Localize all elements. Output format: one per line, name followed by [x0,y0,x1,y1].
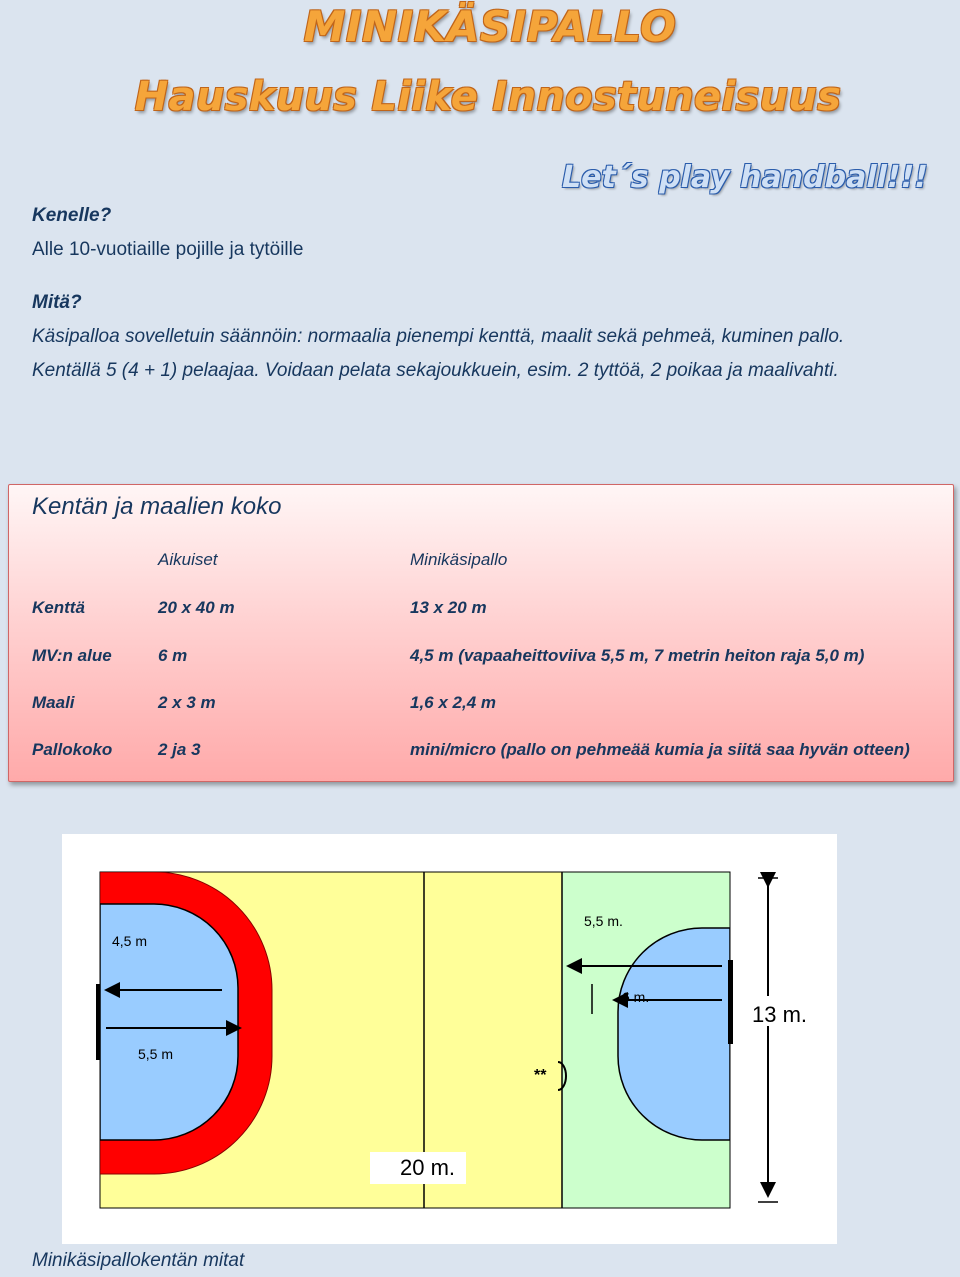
what-text-line-2: Kentällä 5 (4 + 1) pelaajaa. Voidaan pelata sekajoukkuein, esim. 2 tyttöä, 2 poikaa ja maalivahti. [32,360,839,381]
row-label-goal-area: MV:n alue [32,646,112,665]
what-heading: Mitä? [32,292,82,313]
who-text: Alle 10-vuotiaille pojille ja tytöille [32,239,304,260]
row-label-goal: Maali [32,693,75,712]
goal-area-mini: 4,5 m (vapaaheittoviiva 5,5 m, 7 metrin heiton raja 5,0 m) [410,646,865,665]
row-label-field: Kenttä [32,598,85,617]
field-adults: 20 x 40 m [158,598,235,617]
goal-adults: 2 x 3 m [158,693,216,712]
slogan: Let´s play handball!!! [562,160,928,195]
what-text-line-1: Käsipalloa sovelletuin säännöin: normaalia pienempi kenttä, maalit sekä pehmeä, kuminen pallo. [32,326,845,347]
row-label-ball-size: Pallokoko [32,740,113,759]
court-diagram [62,834,837,1244]
left-goal [96,984,100,1060]
field-mini: 13 x 20 m [410,598,487,617]
center-mark: ** [534,1067,547,1084]
ball-size-mini: mini/micro (pallo on pehmeää kumia ja siitä saa hyvän otteen) [410,740,910,759]
figure-caption: Minikäsipallokentän mitat [32,1250,245,1271]
right-area-label: 6 m. [622,989,650,1005]
length-label: 20 m. [400,1155,456,1180]
goal-area-adults: 6 m [158,646,188,665]
who-heading: Kenelle? [32,205,112,226]
right-goal [728,960,733,1044]
goal-mini: 1,6 x 2,4 m [410,693,497,712]
right-free-throw-label: 5,5 m. [584,913,623,929]
ball-size-adults: 2 ja 3 [158,740,201,759]
width-label: 13 m. [752,1002,808,1027]
left-free-throw-label: 5,5 m [138,1046,174,1062]
column-header-adults: Aikuiset [158,550,218,569]
column-header-mini: Minikäsipallo [410,550,508,569]
left-area-label: 4,5 m [112,933,148,949]
main-title: MINIKÄSIPALLO [303,2,677,51]
subtitle: Hauskuus Liike Innostuneisuus [134,74,842,120]
sizes-table-title: Kentän ja maalien koko [32,493,282,520]
sizes-table-box [8,484,954,782]
